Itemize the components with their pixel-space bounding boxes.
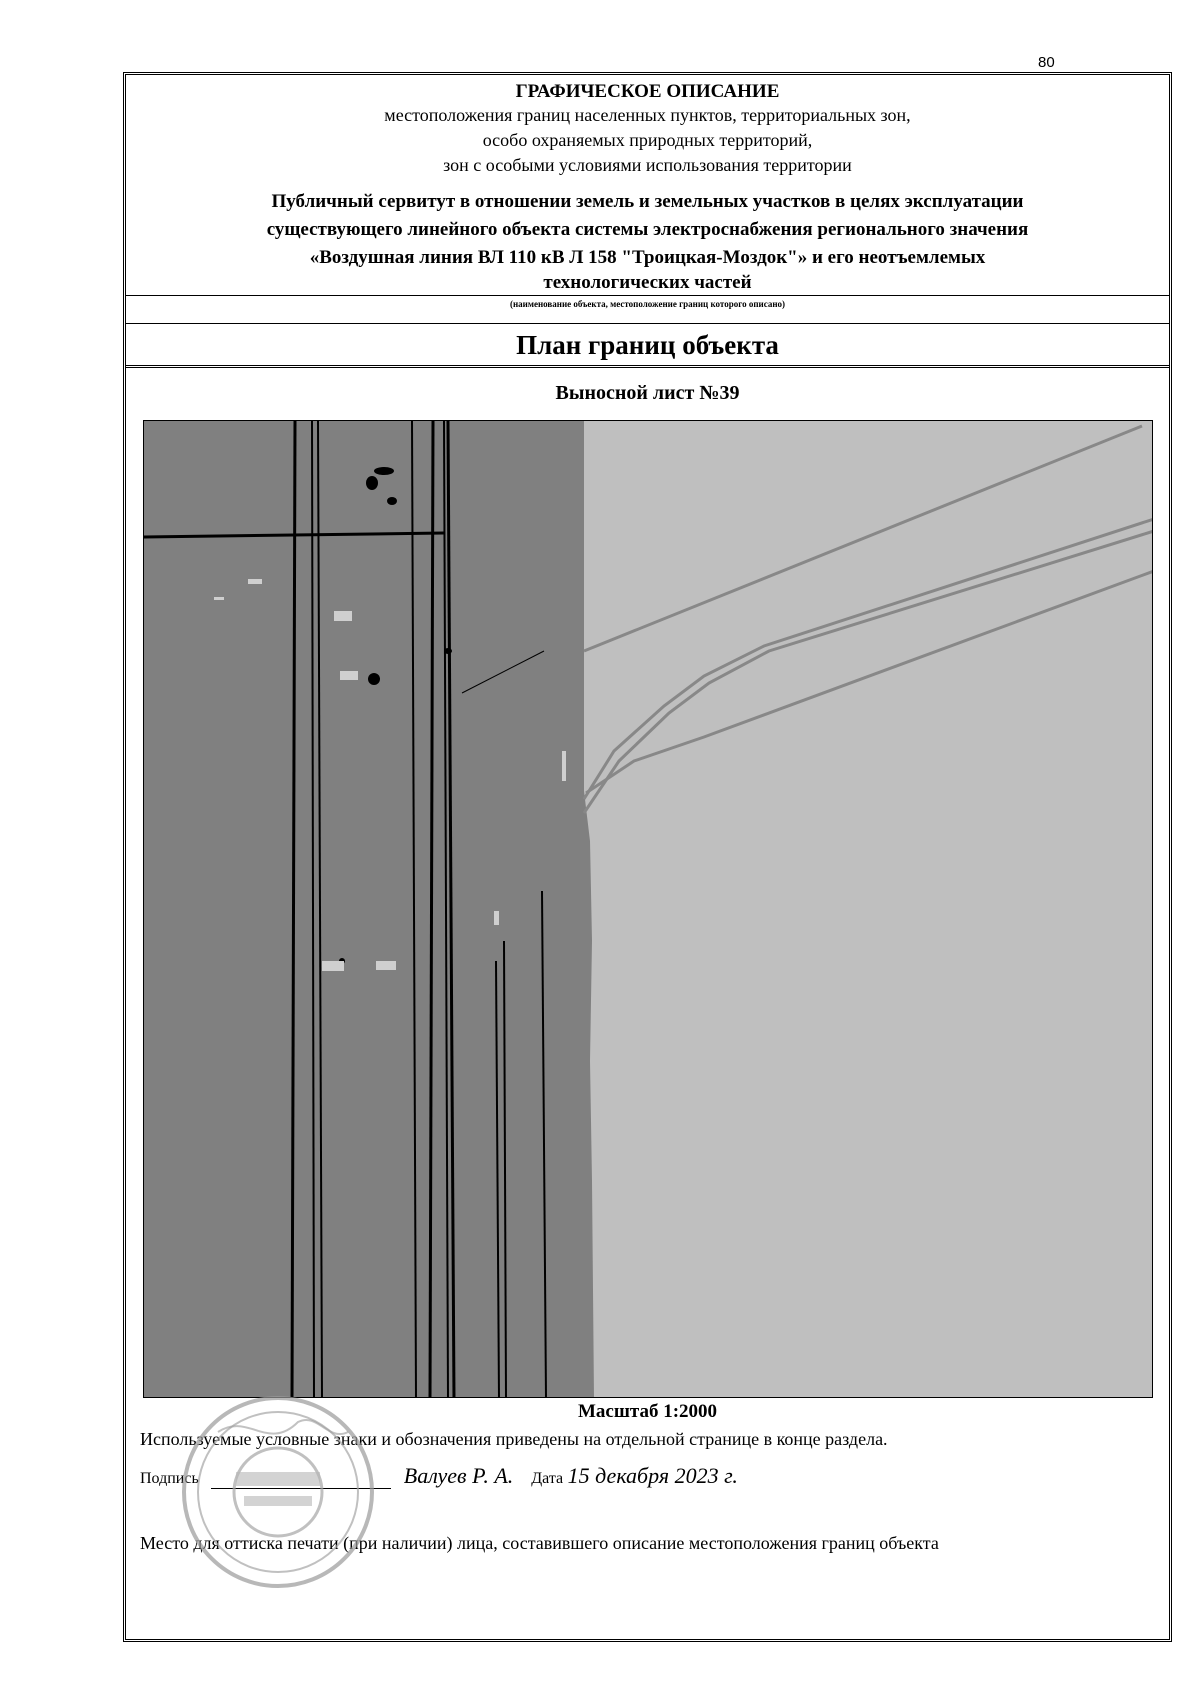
document-frame <box>123 72 1172 1642</box>
divider <box>126 365 1169 368</box>
object-description <box>126 188 1169 294</box>
map-speckle-light <box>340 671 358 680</box>
map-speckle-light <box>214 597 224 600</box>
divider <box>126 323 1169 324</box>
document-title: ГРАФИЧЕСКОЕ ОПИСАНИЕ <box>515 81 780 102</box>
date-value: 15 декабря 2023 г. <box>567 1463 738 1488</box>
map-speckle-light <box>322 961 344 971</box>
object-line: Публичный сервитут в отношении земель и земельных участков в целях эксплуатации <box>271 191 1024 212</box>
map-speckle-light <box>494 911 499 925</box>
powerline-route <box>584 519 1153 799</box>
map-speckle <box>374 467 394 475</box>
map-speckle <box>366 476 378 490</box>
stamp-note: Место для оттиска печати (при наличии) лица, составившего описание местоположения границ объекта <box>140 1533 939 1553</box>
subtitle-line: местоположения границ населенных пунктов, территориальных зон, <box>384 105 911 125</box>
object-line: технологических частей <box>543 272 752 293</box>
map-speckle-light <box>376 961 396 970</box>
object-line: «Воздушная линия ВЛ 110 кВ Л 158 "Троицкая-Моздок"» и его неотъемлемых <box>309 247 986 268</box>
legend-note: Используемые условные знаки и обозначения приведены на отдельной странице в конце раздела. <box>140 1429 888 1449</box>
date-label: Дата <box>531 1470 564 1487</box>
object-caption: (наименование объекта, местоположение границ которого описано) <box>509 299 786 309</box>
map-dark-area <box>144 421 594 1398</box>
page-number: 80 <box>1038 54 1055 71</box>
subtitle-line: особо охраняемых природных территорий, <box>482 130 813 150</box>
powerline-route <box>586 571 1153 793</box>
map-drawing <box>144 421 1153 1398</box>
map-speckle <box>368 673 380 685</box>
map-speckle-light <box>334 611 352 621</box>
subtitle-line: зон с особыми условиями использования территории <box>443 155 852 175</box>
signer-name: Валуев Р. А. <box>403 1463 514 1488</box>
signature-row <box>140 1463 738 1489</box>
powerline-route <box>584 426 1142 651</box>
signature-label: Подпись <box>140 1470 199 1487</box>
boundary-map <box>143 420 1153 1398</box>
powerline-route <box>584 531 1153 813</box>
scale-label: Масштаб 1:2000 <box>577 1401 718 1422</box>
map-speckle <box>444 648 452 654</box>
map-speckle-light <box>562 751 566 781</box>
sheet-title: Выносной лист №39 <box>555 382 740 404</box>
map-speckle <box>387 497 397 505</box>
signature-line <box>211 1470 391 1489</box>
map-speckle-light <box>248 579 262 584</box>
divider <box>126 295 1169 296</box>
object-line: существующего линейного объекта системы электроснабжения регионального значения <box>266 219 1029 240</box>
plan-title: План границ объекта <box>516 330 779 360</box>
header-block <box>126 75 1169 297</box>
